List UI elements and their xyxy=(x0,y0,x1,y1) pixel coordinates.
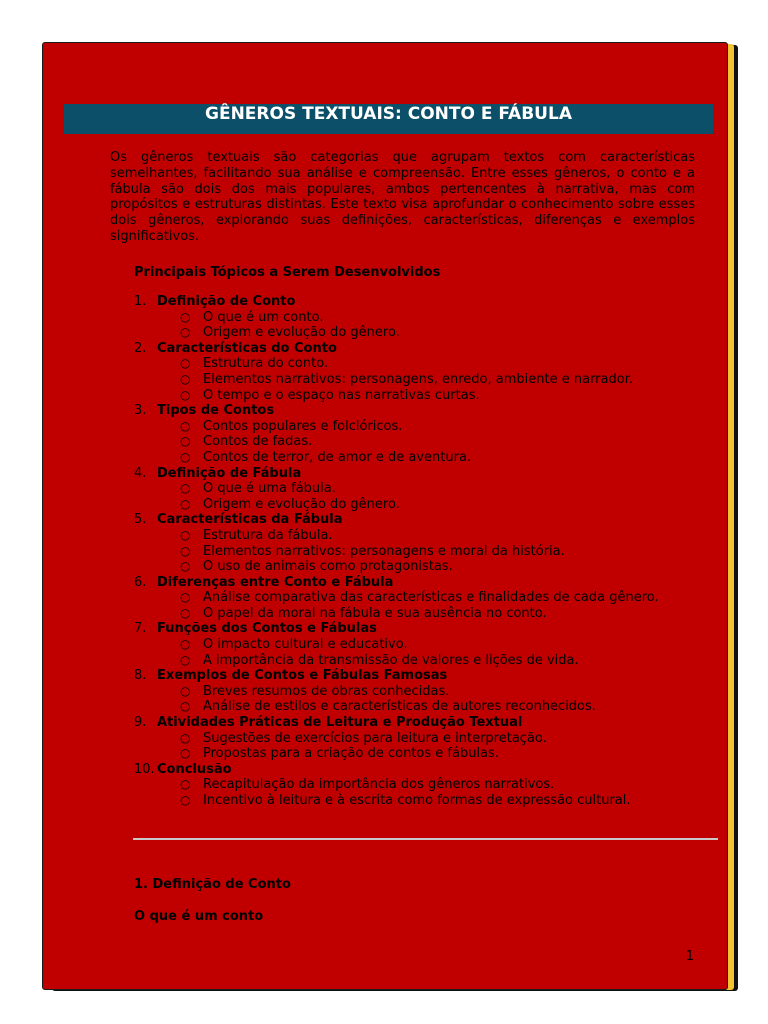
topic-subitem xyxy=(134,388,695,404)
topic-subitem xyxy=(134,731,695,747)
circle-bullet-icon: ○ xyxy=(180,449,191,464)
topic-subitem-text: Incentivo à leitura e à escrita como formas de expressão cultural. xyxy=(203,793,631,808)
topic-number: 7. xyxy=(134,621,147,637)
topic-subitem xyxy=(134,746,695,762)
topic-subitem-text: Origem e evolução do gênero. xyxy=(203,496,400,512)
topic-item xyxy=(134,762,695,809)
circle-bullet-icon: ○ xyxy=(180,559,191,574)
circle-bullet-icon: ○ xyxy=(180,777,191,792)
topic-subitem xyxy=(134,481,695,497)
topic-item xyxy=(134,512,695,574)
topic-subitem-text: Análise comparativa das características e finalidades de cada gênero. xyxy=(203,590,659,606)
topic-number: 8. xyxy=(134,668,147,684)
intro-paragraph: Os gêneros textuais são categorias que agrupam textos com características semelhantes, facilitando sua análise e compreensão. Entre esses gêneros, o conto e a fábula são dois dos mais populares, ambos pertencentes à narrativa, mas com propósitos e estruturas distintas. Este texto visa aprofundar o conhecimento sobre esses dois gêneros, explorando suas definições, características, diferenças e exemplos significativos. xyxy=(110,150,695,244)
topic-subitem-text: Origem e evolução do gênero. xyxy=(203,325,400,341)
topic-subitem xyxy=(134,497,695,513)
topic-subitem-text: O uso de animais como protagonistas. xyxy=(203,559,453,575)
topic-title-text: Conclusão xyxy=(157,761,232,777)
topic-title-text: Exemplos de Contos e Fábulas Famosas xyxy=(157,668,448,684)
document-page xyxy=(42,42,728,990)
topic-subitem xyxy=(134,544,695,560)
topic-subitem xyxy=(134,356,695,372)
circle-bullet-icon: ○ xyxy=(180,371,191,386)
topic-number: 1. xyxy=(134,294,147,309)
topic-title xyxy=(134,403,695,419)
topic-subitem xyxy=(134,699,695,715)
topic-subitem-text: Contos de fadas. xyxy=(203,434,313,450)
circle-bullet-icon: ○ xyxy=(180,356,191,371)
topic-subitem xyxy=(134,559,695,575)
topic-title xyxy=(134,715,695,731)
topic-subitem xyxy=(134,372,695,388)
topic-number: 9. xyxy=(134,715,147,731)
topic-item xyxy=(134,715,695,762)
topic-subitem xyxy=(134,793,695,809)
topic-subitem-text: O impacto cultural e educativo. xyxy=(203,637,408,653)
section-subheading: O que é um conto xyxy=(134,909,264,924)
topic-subitem-text: O que é uma fábula. xyxy=(203,481,336,497)
topic-subitem xyxy=(134,606,695,622)
topic-item xyxy=(134,294,695,341)
topic-subitem xyxy=(134,777,695,793)
circle-bullet-icon: ○ xyxy=(180,746,191,761)
topic-subitem xyxy=(134,637,695,653)
topic-item xyxy=(134,403,695,465)
topic-title xyxy=(134,341,695,357)
topic-subitem-text: Contos de terror, de amor e de aventura. xyxy=(203,449,472,465)
circle-bullet-icon: ○ xyxy=(180,434,191,449)
topic-subitem xyxy=(134,450,695,466)
topic-title xyxy=(134,512,695,528)
topic-title xyxy=(134,294,695,310)
topic-title xyxy=(134,762,695,778)
horizontal-rule xyxy=(133,838,718,840)
topic-subitem-text: Estrutura da fábula. xyxy=(203,527,333,543)
circle-bullet-icon: ○ xyxy=(180,793,191,807)
topic-subitem-text: Breves resumos de obras conhecidas. xyxy=(203,683,450,699)
topic-subitem-text: Elementos narrativos: personagens, enredo, ambiente e narrador. xyxy=(203,371,633,387)
circle-bullet-icon: ○ xyxy=(180,543,191,558)
circle-bullet-icon: ○ xyxy=(180,683,191,698)
topic-number: 3. xyxy=(134,403,147,419)
topic-subitem xyxy=(134,310,695,326)
topic-number: 5. xyxy=(134,512,147,528)
topics-list xyxy=(134,294,695,809)
topic-subitem-text: O papel da moral na fábula e sua ausência no conto. xyxy=(203,605,547,621)
topic-title-text: Características da Fábula xyxy=(157,512,343,528)
topic-title-text: Diferenças entre Conto e Fábula xyxy=(157,574,394,590)
circle-bullet-icon: ○ xyxy=(180,309,191,324)
topic-subitem xyxy=(134,434,695,450)
topic-subitem xyxy=(134,528,695,544)
circle-bullet-icon: ○ xyxy=(180,699,191,714)
topic-number: 4. xyxy=(134,465,147,481)
circle-bullet-icon: ○ xyxy=(180,637,191,652)
title-banner xyxy=(64,104,713,134)
topic-subitem-text: Propostas para a criação de contos e fábulas. xyxy=(203,746,499,762)
topic-number: 6. xyxy=(134,574,147,590)
topic-subitem-text: Recapitulação da importância dos gêneros narrativos. xyxy=(203,777,555,793)
topic-title-text: Definição de Fábula xyxy=(157,465,302,481)
topic-item xyxy=(134,341,695,403)
topic-subitem-text: Sugestões de exercícios para leitura e interpretação. xyxy=(203,730,547,746)
topic-title xyxy=(134,466,695,482)
topic-subitem xyxy=(134,590,695,606)
circle-bullet-icon: ○ xyxy=(180,481,191,496)
section-heading: 1. Definição de Conto xyxy=(134,877,291,892)
topic-title xyxy=(134,668,695,684)
topic-item xyxy=(134,466,695,513)
topic-subitem-text: Estrutura do conto. xyxy=(203,356,329,372)
topics-heading: Principais Tópicos a Serem Desenvolvidos xyxy=(134,265,441,280)
topic-number: 10. xyxy=(134,761,155,777)
topic-subitem-text: O tempo e o espaço nas narrativas curtas. xyxy=(203,387,480,403)
topic-subitem-text: A importância da transmissão de valores e lições de vida. xyxy=(203,652,579,668)
topic-title xyxy=(134,621,695,637)
topic-title-text: Características do Conto xyxy=(157,340,337,356)
topic-title-text: Funções dos Contos e Fábulas xyxy=(157,621,377,637)
topic-subitem xyxy=(134,653,695,669)
topic-subitem-text: Contos populares e folclóricos. xyxy=(203,418,403,434)
topic-subitem xyxy=(134,325,695,341)
circle-bullet-icon: ○ xyxy=(180,730,191,745)
topic-subitem-text: Análise de estilos e características de autores reconhecidos. xyxy=(203,699,596,715)
document-title: GÊNEROS TEXTUAIS: CONTO E FÁBULA xyxy=(205,104,572,124)
circle-bullet-icon: ○ xyxy=(180,652,191,667)
topic-title xyxy=(134,575,695,591)
topic-title-text: Definição de Conto xyxy=(157,294,296,309)
circle-bullet-icon: ○ xyxy=(180,325,191,340)
topic-item xyxy=(134,668,695,715)
topic-number: 2. xyxy=(134,340,147,356)
topic-item xyxy=(134,621,695,668)
topic-subitem-text: O que é um conto. xyxy=(203,309,324,325)
topic-title-text: Atividades Práticas de Leitura e Produção Textual xyxy=(157,715,523,731)
circle-bullet-icon: ○ xyxy=(180,496,191,511)
circle-bullet-icon: ○ xyxy=(180,590,191,605)
topic-subitem-text: Elementos narrativos: personagens e moral da história. xyxy=(203,543,565,559)
page-number: 1 xyxy=(685,949,694,964)
topic-item xyxy=(134,575,695,622)
circle-bullet-icon: ○ xyxy=(180,387,191,402)
topic-title-text: Tipos de Contos xyxy=(157,403,275,419)
topic-subitem xyxy=(134,684,695,700)
circle-bullet-icon: ○ xyxy=(180,418,191,433)
circle-bullet-icon: ○ xyxy=(180,605,191,620)
topic-subitem xyxy=(134,419,695,435)
circle-bullet-icon: ○ xyxy=(180,527,191,542)
